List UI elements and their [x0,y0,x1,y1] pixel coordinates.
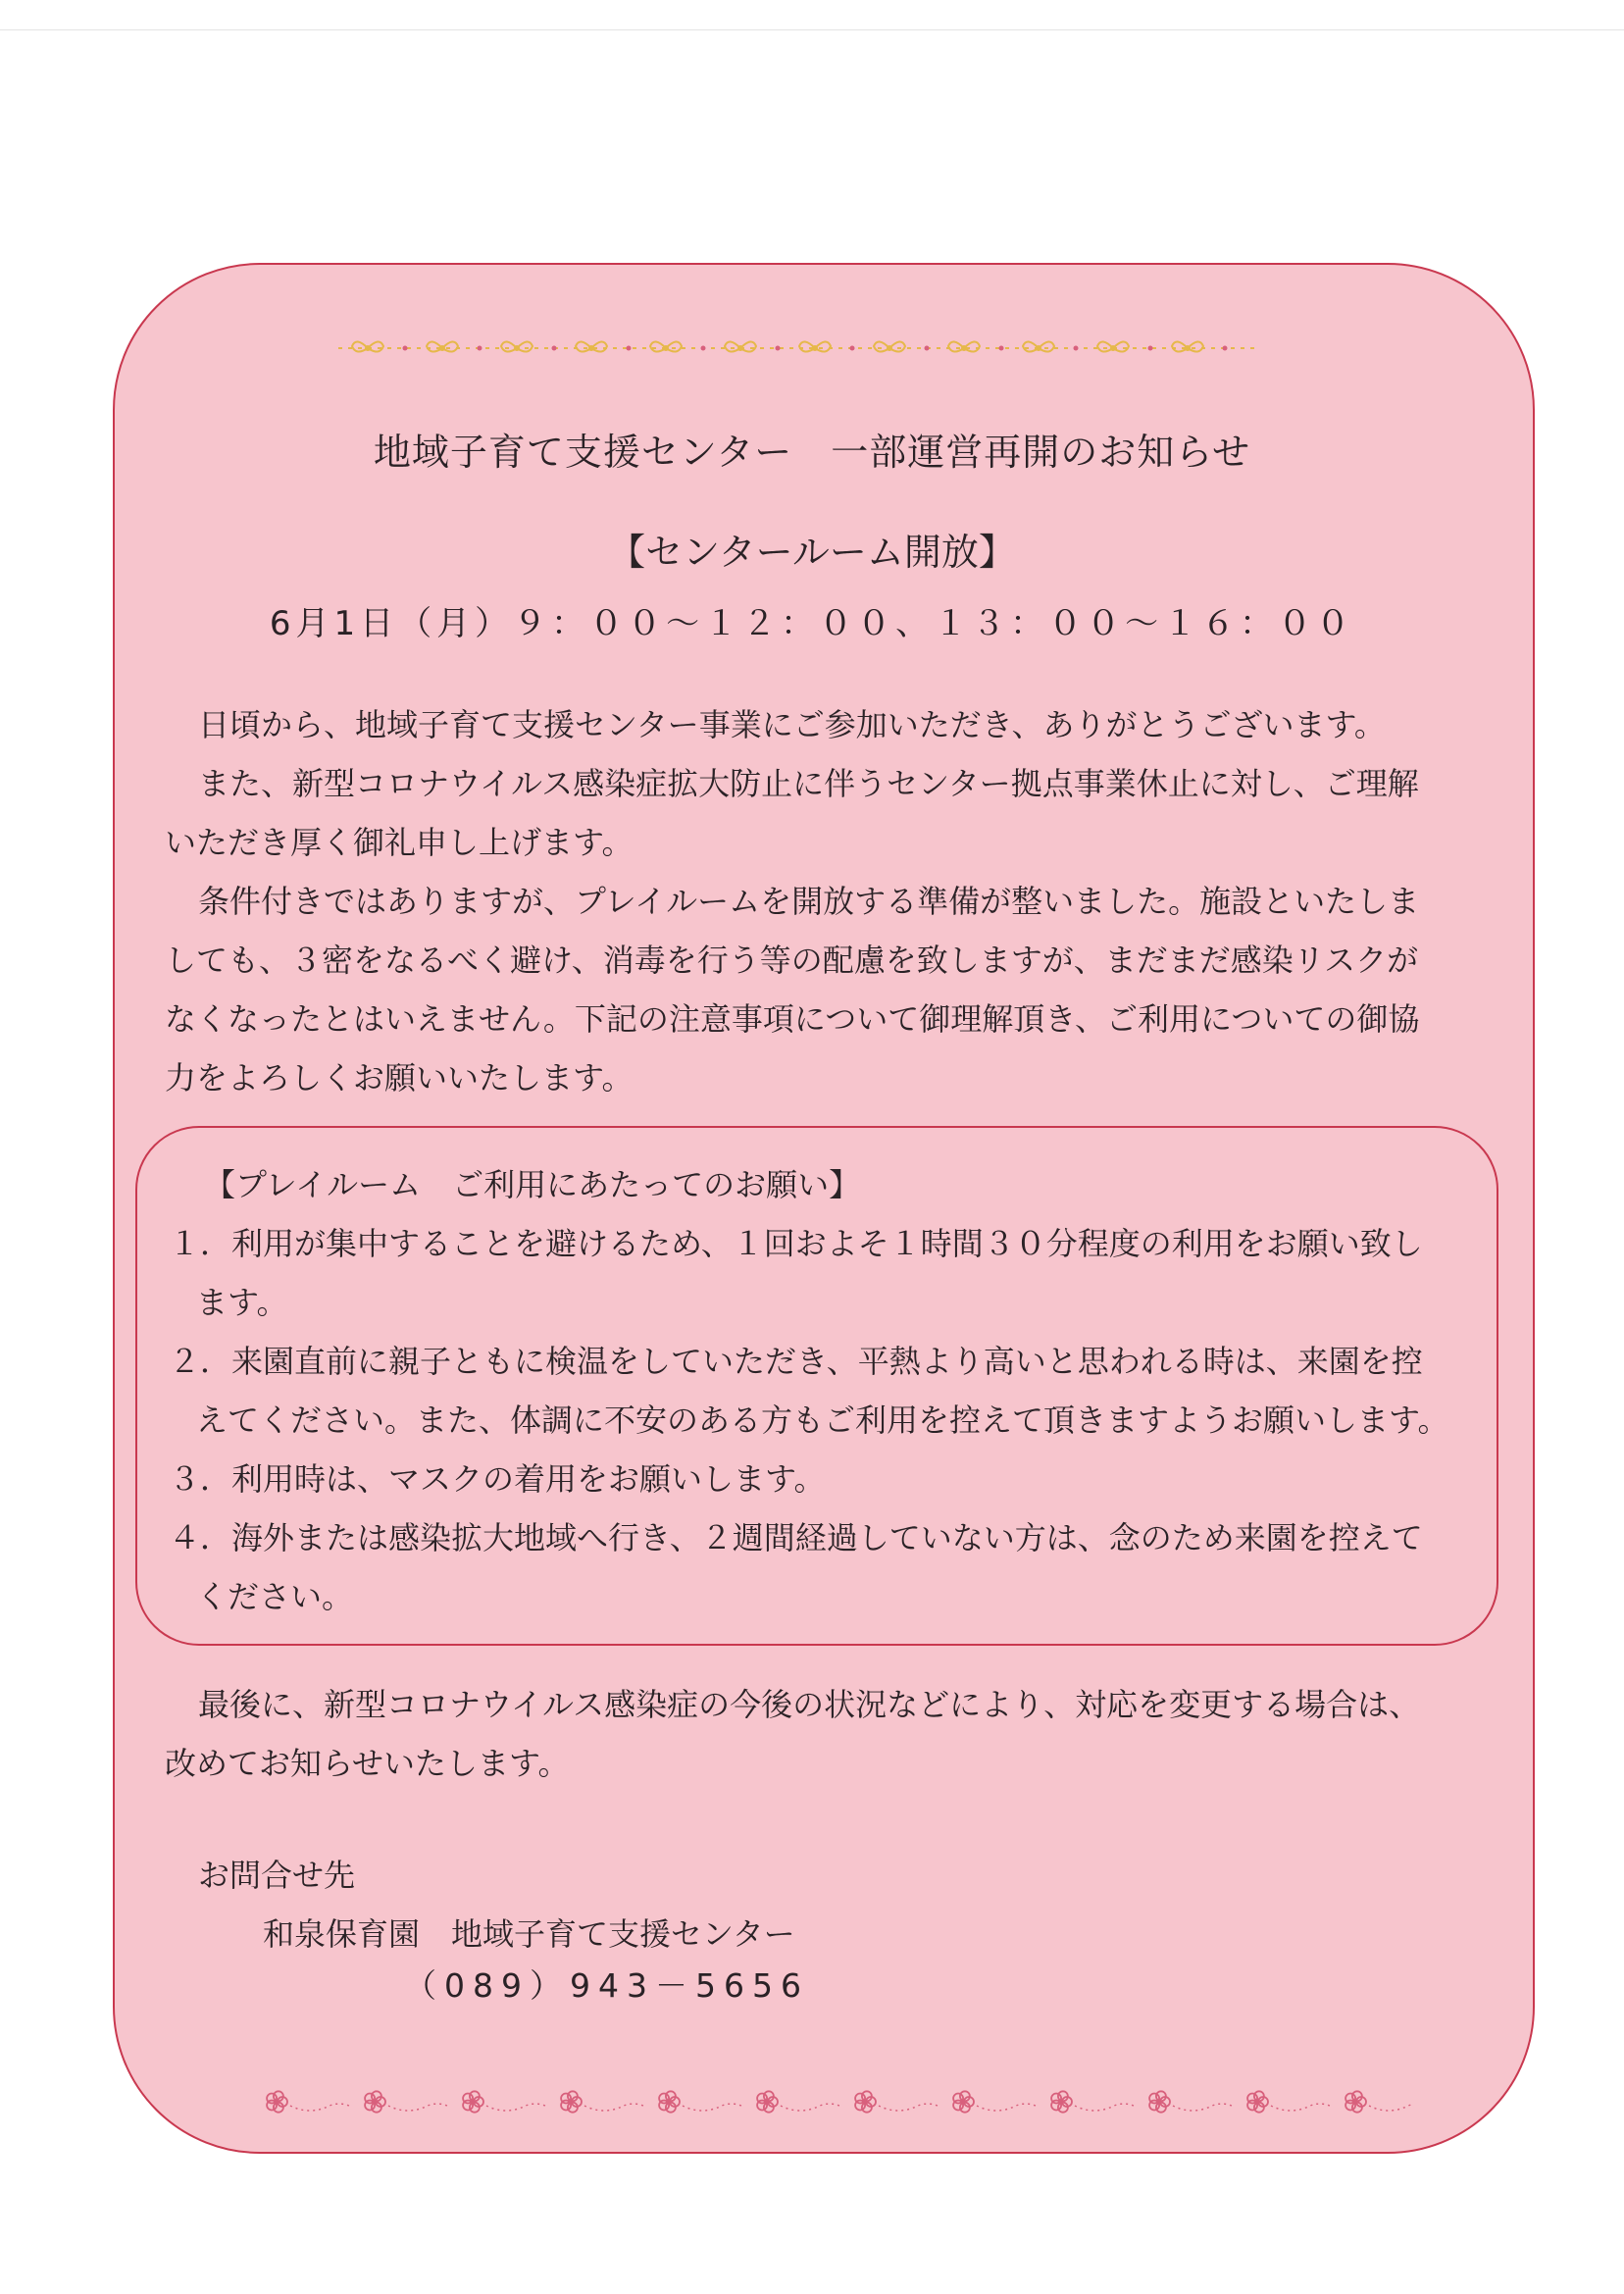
flower-icon [561,2091,643,2112]
flower-icon [953,2091,1036,2112]
body-line: いただき厚く御礼申し上げます。 [165,824,634,861]
body-line: 日頃から、地域子育て支援センター事業にご参加いただき、ありがとうございます。 [198,706,1386,743]
page-title: 地域子育て支援センター 一部運営再開のお知らせ [373,431,1251,474]
request-line: ます。 [196,1284,288,1321]
bow-icon [352,341,408,351]
bow-icon [576,341,632,351]
bow-icon [650,341,706,351]
bow-icon [799,341,855,351]
request-line: えてください。また、体調に不安のある方もご利用を控えて頂きますようお願いします。 [196,1402,1449,1439]
flower-icon [855,2091,938,2112]
flower-garland-icon [257,2084,1414,2123]
bow-icon [725,341,781,351]
request-line: ください。 [196,1578,354,1615]
flower-icon [659,2091,741,2112]
flower-icon [463,2091,545,2112]
flower-icon [757,2091,839,2112]
section-subtitle: 【センタールーム開放】 [608,531,1016,574]
flower-icon [267,2091,349,2112]
body-line: また、新型コロナウイルス感染症拡大防止に伴うセンター拠点事業休止に対し、ご理解 [198,765,1419,802]
request-line: ３．利用時は、マスクの着用をお願いします。 [169,1460,826,1498]
flower-icon [1247,2091,1330,2112]
body-line: なくなったとはいえません。下記の注意事項について御理解頂き、ご利用についての御協 [165,1000,1420,1038]
request-box [135,1126,1498,1646]
contact-organization: 和泉保育園 地域子育て支援センター [263,1915,795,1953]
bow-icon [948,341,1004,351]
bow-icon [427,341,482,351]
flower-icon [365,2091,447,2112]
closing-line: 改めてお知らせいたします。 [165,1745,570,1782]
opening-hours: 6月1日（月）９：００～１２：００、１３：００～１６：００ [269,604,1355,643]
bow-icon [1097,341,1153,351]
bow-icon [874,341,930,351]
bow-icon [501,341,557,351]
scan-edge-line [0,29,1624,30]
request-line: １．利用が集中することを避けるため、１回およそ１時間３０分程度の利用をお願い致し [169,1225,1423,1262]
contact-label: お問合せ先 [198,1857,356,1894]
contact-phone: （089）943－5656 [404,1966,809,2005]
closing-line: 最後に、新型コロナウイルス感染症の今後の状況などにより、対応を変更する場合は、 [198,1686,1421,1723]
body-line: 力をよろしくお願いいたします。 [165,1059,634,1096]
body-line: 条件付きではありますが、プレイルームを開放する準備が整いました。施設といたしま [198,883,1420,920]
body-line: しても、３密をなるべく避け、消毒を行う等の配慮を致しますが、まだまだ感染リスクが [165,942,1419,979]
bow-garland-icon [338,331,1260,365]
request-line: ２．来園直前に親子ともに検温をしていただき、平熱より高いと思われる時は、来園を控 [169,1343,1423,1380]
bow-icon [1172,341,1228,351]
flower-icon [1051,2091,1134,2112]
bow-icon [1023,341,1079,351]
request-heading: 【プレイルーム ご利用にあたってのお願い】 [204,1166,861,1203]
flower-icon [1149,2091,1232,2112]
flower-icon [1345,2091,1414,2112]
request-line: ４．海外または感染拡大地域へ行き、２週間経過していない方は、念のため来園を控えて [169,1519,1423,1556]
